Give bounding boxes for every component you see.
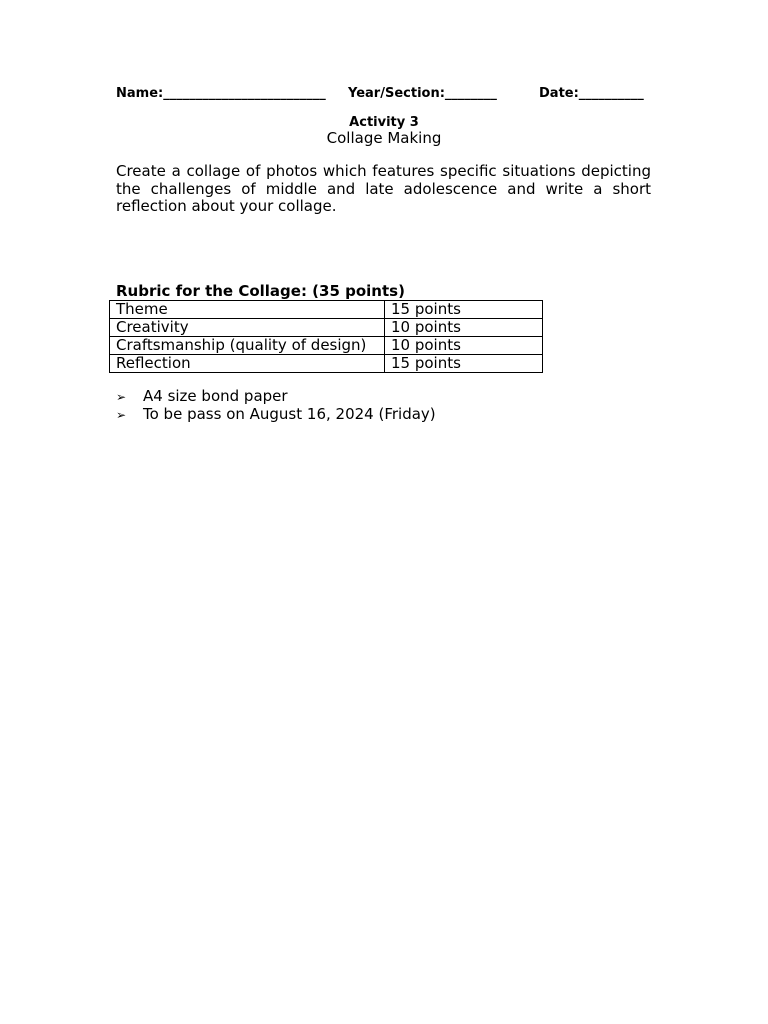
rubric-criterion: Theme <box>110 301 385 319</box>
rubric-row <box>110 319 543 337</box>
rubric-points: 10 points <box>385 319 543 337</box>
rubric-criterion: Creativity <box>110 319 385 337</box>
rubric-points: 15 points <box>385 301 543 319</box>
activity-title: Activity 3 <box>349 115 419 130</box>
requirements-list <box>116 388 436 423</box>
date-field: Date:__________ <box>539 86 644 101</box>
activity-instructions: Create a collage of photos which features specific situations depicting the challenges of middle and late adolescence and write a short reflection about your collage. <box>116 162 651 215</box>
rubric-points: 10 points <box>385 337 543 355</box>
list-item <box>116 388 436 406</box>
list-item-text: A4 size bond paper <box>143 387 288 405</box>
rubric-table <box>109 300 543 373</box>
rubric-points: 15 points <box>385 355 543 373</box>
arrowhead-bullet-icon: ➢ <box>116 390 127 404</box>
list-item-text: To be pass on August 16, 2024 (Friday) <box>143 404 436 423</box>
rubric-heading: Rubric for the Collage: (35 points) <box>116 282 405 300</box>
activity-subtitle: Collage Making <box>326 129 442 147</box>
rubric-row <box>110 337 543 355</box>
rubric-criterion: Craftsmanship (quality of design) <box>110 337 385 355</box>
rubric-row <box>110 301 543 319</box>
arrowhead-bullet-icon: ➢ <box>116 407 127 422</box>
list-item <box>116 406 436 424</box>
rubric-row <box>110 355 543 373</box>
name-field: Name:_________________________ <box>116 86 326 101</box>
rubric-criterion: Reflection <box>110 355 385 373</box>
year-section-field: Year/Section:________ <box>348 86 497 101</box>
